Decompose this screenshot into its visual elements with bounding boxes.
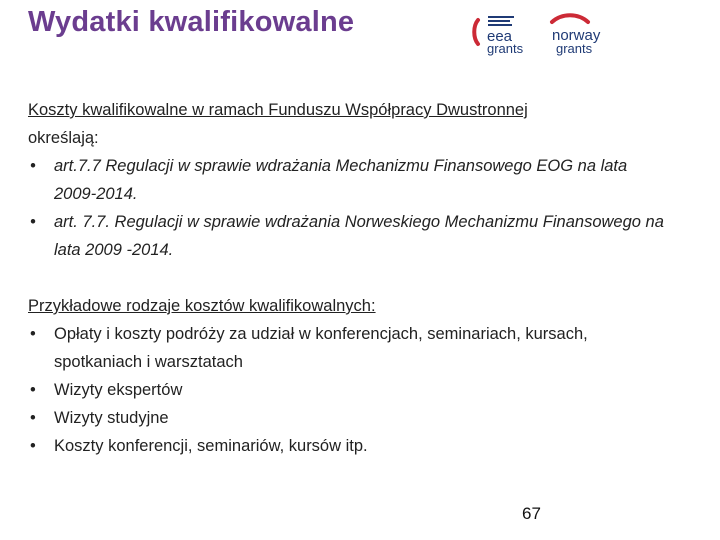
norway-grants-logo (548, 12, 620, 56)
eea-logo-line1: eea (487, 28, 513, 45)
norway-logo-line1: norway (552, 27, 601, 44)
logos (472, 12, 622, 56)
eea-logo-line2: grants (487, 41, 524, 56)
section1-heading-line1: Koszty kwalifikowalne w ramach Funduszu Współpracy Dwustronnej (28, 101, 528, 119)
section2-bullet-2: • Wizyty ekspertów (28, 376, 668, 404)
section2-bullet-3: • Wizyty studyjne (28, 404, 668, 432)
section2-bullet-1: • Opłaty i koszty podróży za udział w konferencjach, seminariach, kursach, spotkaniach i warsztatach (28, 320, 668, 376)
page-number: 67 (522, 504, 541, 523)
page-title: Wydatki kwalifikowalne (28, 6, 355, 38)
eea-grants-logo (472, 12, 542, 56)
section2-bullet-4: • Koszty konferencji, seminariów, kursów itp. (28, 432, 668, 460)
section1-bullet-2: • art. 7.7. Regulacji w sprawie wdrażania Norweskiego Mechanizmu Finansowego na lata 2009 -2014. (28, 208, 668, 264)
slide-content (28, 96, 668, 460)
section1-bullet-list (28, 152, 668, 264)
norway-logo-line2: grants (556, 41, 593, 56)
section1-bullet-1: • art.7.7 Regulacji w sprawie wdrażania Mechanizmu Finansowego EOG na lata 2009-2014. (28, 152, 668, 208)
section2-bullet-list (28, 320, 668, 460)
section1-heading-line2: określają: (28, 129, 99, 147)
section2-heading: Przykładowe rodzaje kosztów kwalifikowalnych: (28, 297, 376, 315)
